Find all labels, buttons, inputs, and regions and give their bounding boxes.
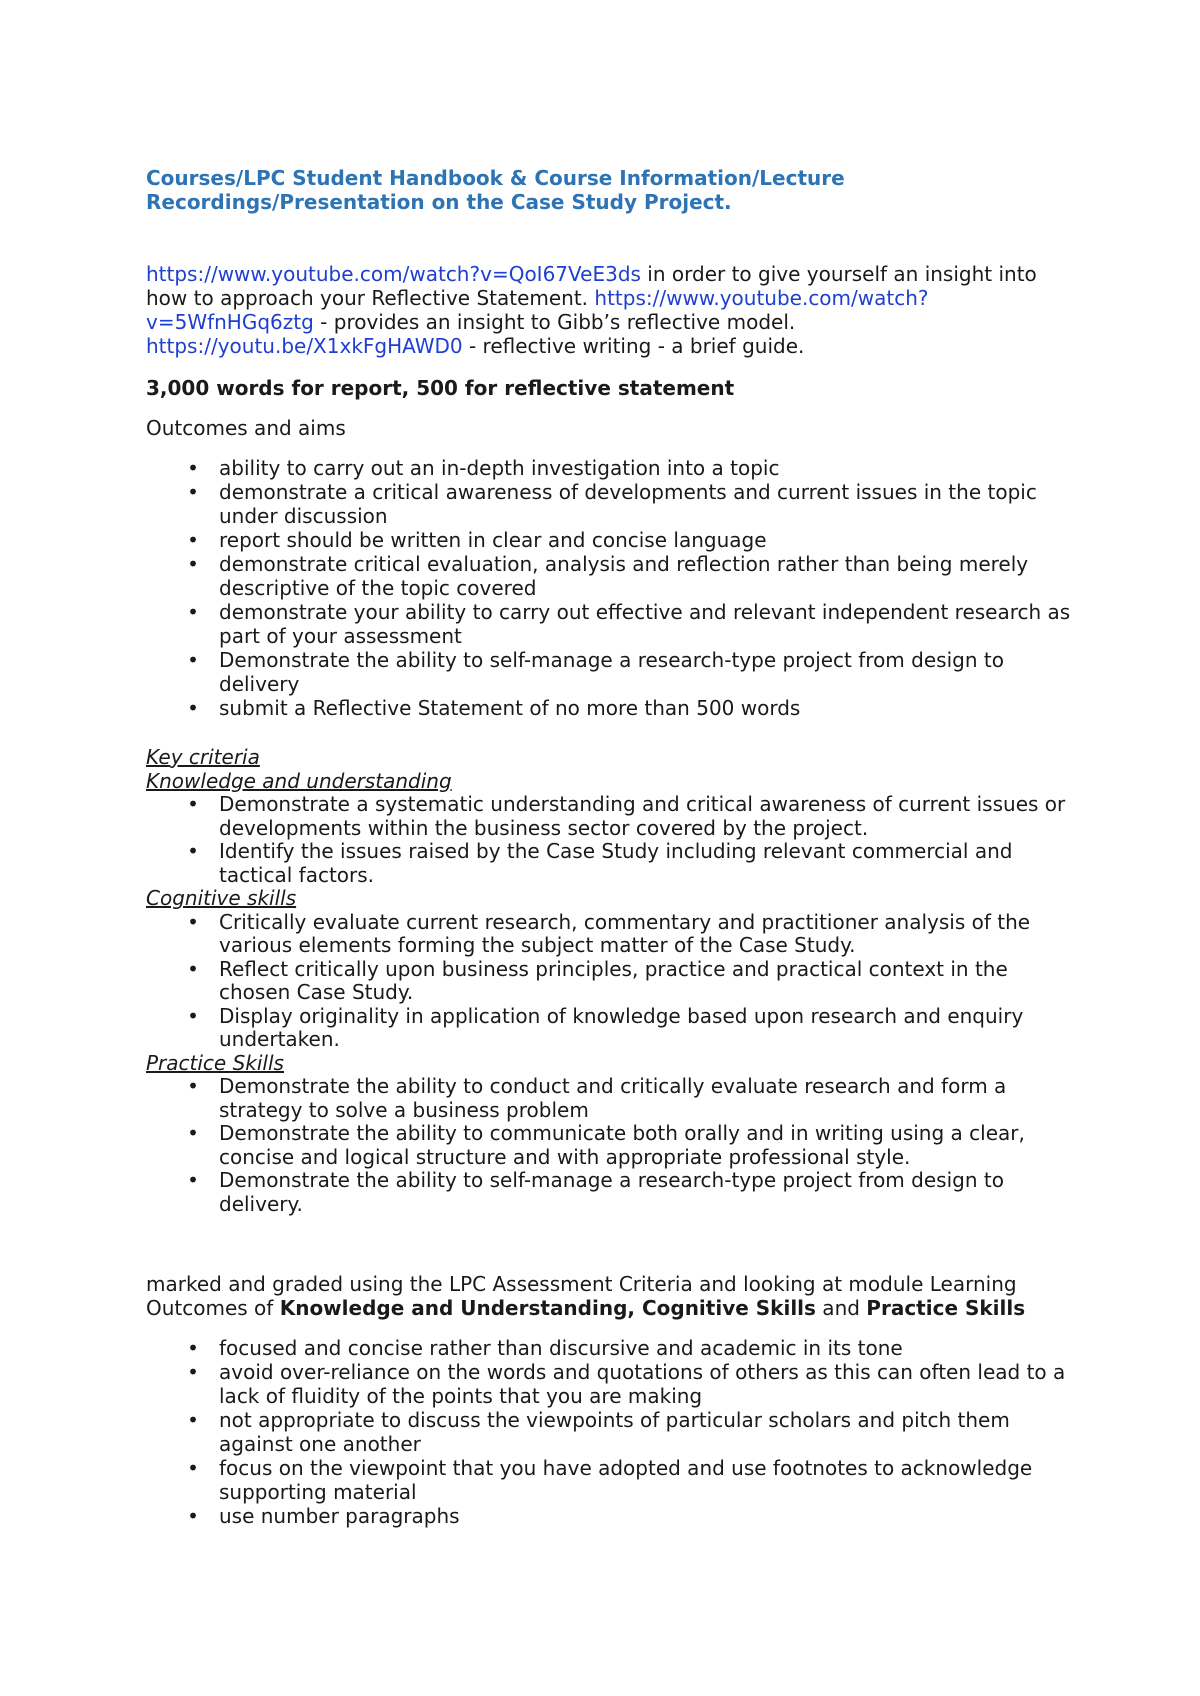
cognitive-list <box>146 911 1076 1052</box>
outcomes-list <box>146 456 1076 720</box>
list-item: • demonstrate your ability to carry out effective and relevant independent research as part of your assessment <box>146 600 1076 648</box>
list-item: • Reflect critically upon business principles, practice and practical context in the chosen Case Study. <box>146 958 1076 1005</box>
knowledge-list <box>146 793 1076 887</box>
bullet-icon: • <box>187 1360 199 1384</box>
bullet-icon: • <box>187 956 199 981</box>
list-item: • ability to carry out an in-depth investigation into a topic <box>146 456 1076 480</box>
list-item: • Demonstrate the ability to self-manage a research-type project from design to delivery <box>146 648 1076 696</box>
list-item: • focused and concise rather than discursive and academic in its tone <box>146 1336 1076 1360</box>
link-1-description: in order to give yourself an insight into how to approach your Reflective Statement. <box>146 262 1037 310</box>
bullet-icon: • <box>187 1504 199 1528</box>
bullet-icon: • <box>187 1003 199 1028</box>
youtube-link-1[interactable]: https://www.youtube.com/watch?v=QoI67VeE3ds <box>146 262 641 286</box>
bullet-icon: • <box>187 792 199 816</box>
list-item: • use number paragraphs <box>146 1504 1076 1528</box>
list-item: • demonstrate critical evaluation, analysis and reflection rather than being merely descriptive of the topic covered <box>146 552 1076 600</box>
youtube-link-2[interactable]: https://www.youtube.com/watch?v=5WfnHGq6ztg <box>146 286 929 334</box>
list-item: • focus on the viewpoint that you have adopted and use footnotes to acknowledge supporting material <box>146 1456 1076 1504</box>
heading-line-2: Recordings/Presentation on the Case Study Project. <box>146 190 732 214</box>
list-item: • Critically evaluate current research, commentary and practitioner analysis of the various elements forming the subject matter of the Case Study. <box>146 911 1076 958</box>
bullet-icon: • <box>187 456 199 480</box>
list-item: • avoid over-reliance on the words and quotations of others as this can often lead to a lack of fluidity of the points that you are making <box>146 1360 1076 1408</box>
word-limits: 3,000 words for report, 500 for reflective statement <box>146 376 735 400</box>
bullet-icon: • <box>187 1121 199 1145</box>
bullet-icon: • <box>187 909 199 934</box>
cognitive-label: Cognitive skills <box>146 886 297 910</box>
knowledge-label: Knowledge and understanding <box>146 768 452 793</box>
practice-label: Practice Skills <box>146 1050 284 1075</box>
list-item: • demonstrate a critical awareness of developments and current issues in the topic under discussion <box>146 480 1076 528</box>
link-3-description: - reflective writing - a brief guide. <box>462 334 805 358</box>
marking-paragraph: marked and graded using the LPC Assessment Criteria and looking at module Learning Outcomes of Knowledge and Understanding, Cognitive Skills and Practice Skills <box>146 1272 1026 1320</box>
list-item: • submit a Reflective Statement of no more than 500 words <box>146 696 1076 720</box>
list-item: • Display originality in application of knowledge based upon research and enquiry undertaken. <box>146 1005 1076 1052</box>
list-item: • Demonstrate the ability to conduct and critically evaluate research and form a strategy to solve a business problem <box>146 1075 1076 1122</box>
key-criteria-label: Key criteria <box>146 745 260 769</box>
bullet-icon: • <box>187 1168 199 1192</box>
bullet-icon: • <box>187 1408 199 1432</box>
bullet-icon: • <box>187 1336 199 1360</box>
heading-line-1: Courses/LPC Student Handbook & Course Information/Lecture <box>146 166 845 190</box>
video-links-paragraph <box>146 262 1076 358</box>
list-item: • Identify the issues raised by the Case Study including relevant commercial and tactical factors. <box>146 840 1076 887</box>
document-page <box>146 166 1076 1528</box>
marked-bold-2: Practice Skills <box>866 1296 1026 1320</box>
list-item: • Demonstrate the ability to communicate both orally and in writing using a clear, concise and logical structure and with appropriate professional style. <box>146 1122 1076 1169</box>
bullet-icon: • <box>187 1456 199 1480</box>
list-item: • Demonstrate a systematic understanding and critical awareness of current issues or developments within the business sector covered by the project. <box>146 793 1076 840</box>
bullet-icon: • <box>187 648 199 672</box>
bullet-icon: • <box>187 1074 199 1098</box>
breadcrumb-heading <box>146 166 1076 214</box>
bullet-icon: • <box>187 480 199 504</box>
marked-bold-1: Knowledge and Understanding, Cognitive Skills <box>279 1296 816 1320</box>
bullet-icon: • <box>187 552 199 576</box>
key-criteria-section <box>146 746 1076 1216</box>
list-item: • not appropriate to discuss the viewpoints of particular scholars and pitch them against one another <box>146 1408 1076 1456</box>
list-item: • report should be written in clear and concise language <box>146 528 1076 552</box>
bullet-icon: • <box>187 600 199 624</box>
outcomes-label: Outcomes and aims <box>146 416 346 440</box>
style-points-list <box>146 1336 1076 1528</box>
list-item: • Demonstrate the ability to self-manage a research-type project from design to delivery. <box>146 1169 1076 1216</box>
bullet-icon: • <box>187 839 199 863</box>
bullet-icon: • <box>187 528 199 552</box>
practice-list <box>146 1075 1076 1216</box>
bullet-icon: • <box>187 696 199 720</box>
link-2-description: - provides an insight to Gibb’s reflective model. <box>313 310 796 334</box>
youtube-link-3[interactable]: https://youtu.be/X1xkFgHAWD0 <box>146 334 463 358</box>
